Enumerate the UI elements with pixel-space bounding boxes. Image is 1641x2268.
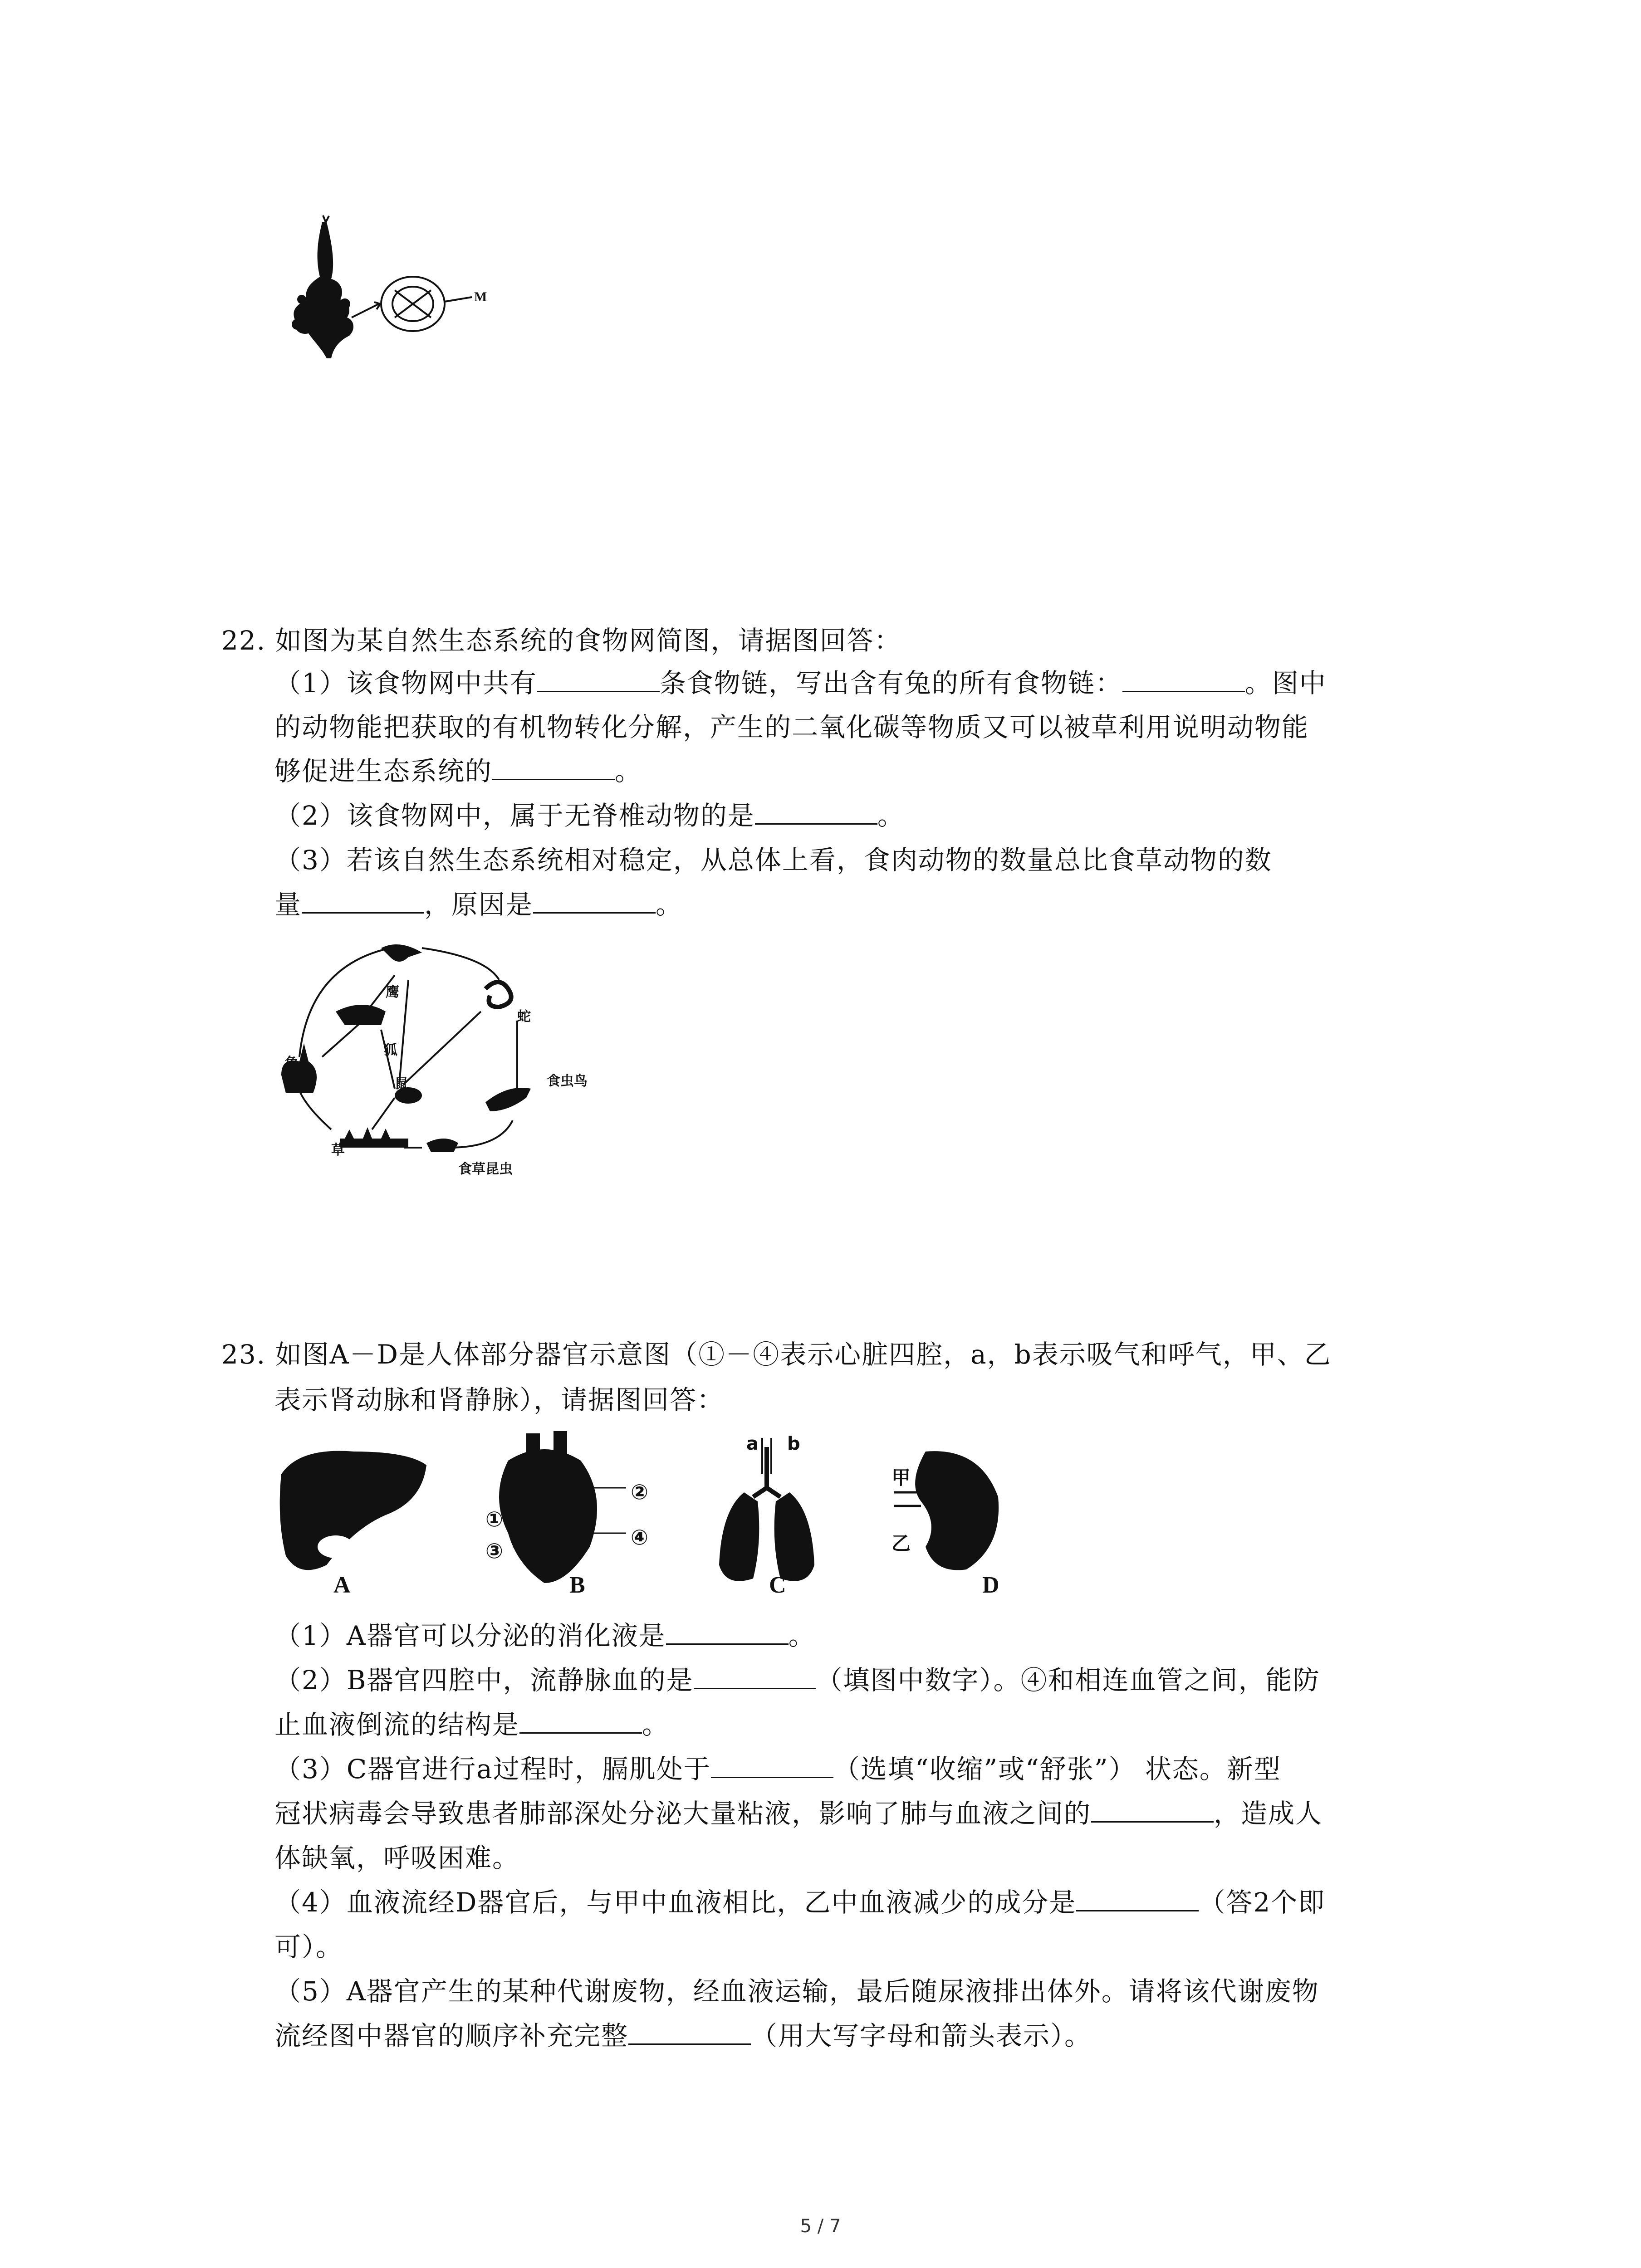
q23-blank-gas-exchange[interactable]: [1091, 1799, 1214, 1823]
lung-label-b: b: [787, 1433, 800, 1454]
liver-silhouette: [280, 1451, 426, 1570]
food-web-label-snake: 蛇: [517, 1009, 531, 1025]
q23-p4-a: （4）血液流经D器官后，与甲中血液相比，乙中血液减少的成分是: [274, 1887, 1077, 1918]
q23-blank-reduced-components[interactable]: [1076, 1887, 1199, 1911]
q22-blank-reason[interactable]: [533, 890, 656, 914]
food-web-animals: [281, 944, 531, 1152]
bird-silhouette: [485, 1088, 531, 1111]
food-web-label-bird: 食虫鸟: [547, 1073, 588, 1089]
page-number: 5 / 7: [800, 2216, 841, 2237]
q22-blank-rabbit-chains[interactable]: [1122, 668, 1245, 692]
q23-p5-line2-a: 流经图中器官的顺序补充完整: [274, 2020, 629, 2051]
plant-illustration: [292, 215, 353, 358]
q22-p1-line3-b: 。: [615, 756, 642, 787]
kidney-silhouette: [915, 1451, 999, 1570]
q23-part2-line1: [274, 1664, 1320, 1696]
q22-p2-b: 。: [877, 800, 905, 831]
q23-p3-line2-a: 冠状病毒会导致患者肺部深处分泌大量粘液，影响了肺与血液之间的: [274, 1798, 1092, 1829]
heart-mark-3: ③: [485, 1539, 503, 1563]
q22-part1-line3: [274, 755, 642, 787]
arrow-to-cell: [352, 302, 380, 318]
heart-mark-1: ①: [485, 1507, 503, 1531]
q23-blank-digestive-juice[interactable]: [666, 1621, 789, 1645]
q22-blank-invertebrate[interactable]: [755, 801, 877, 825]
q22-stem: 22. 如图为某自然生态系统的食物网简图，请据图回答：: [221, 625, 901, 656]
q23-part3-line1: [274, 1753, 1281, 1785]
q23-part4-line1: [274, 1886, 1325, 1919]
food-web-label-grass: 草: [331, 1142, 345, 1158]
label-m: M: [474, 289, 487, 304]
heart-mark-4: ④: [631, 1525, 648, 1549]
q22-blank-cycle[interactable]: [492, 756, 615, 780]
q22-p3-line2-b: ，原因是: [424, 889, 534, 920]
arrow-mouse-snake: [404, 1012, 481, 1084]
q23-p5-line2-b: （用大写字母和箭头表示）。: [751, 2020, 1092, 2051]
q23-blank-diaphragm[interactable]: [711, 1754, 833, 1778]
q23-p1-b: 。: [788, 1620, 816, 1651]
q23-p3-line2-b: ，造成人: [1214, 1798, 1323, 1829]
q23-part3-line2: [274, 1797, 1323, 1830]
kidney-label-jia: 甲: [892, 1466, 911, 1489]
q22-part2: [274, 799, 905, 832]
q23-part1: [274, 1619, 816, 1652]
q23-p3-a: （3）C器官进行a过程时，膈肌处于: [274, 1754, 711, 1784]
q23-p2-b: （填图中数字）。④和相连血管之间，能防: [816, 1665, 1320, 1696]
arrow-rabbit-hawk: [299, 948, 390, 1057]
grass-silhouette: [340, 1127, 408, 1148]
food-web-arrows: [296, 948, 517, 1148]
lung-silhouette: [719, 1447, 814, 1581]
food-web-label-mouse: 鼠: [395, 1076, 408, 1092]
q22-p1-text-a: （1）该食物网中共有: [274, 668, 537, 699]
arrow-grass-mouse: [372, 1098, 395, 1129]
q23-part2-line2: [274, 1708, 669, 1741]
food-web-label-insect: 食草昆虫: [458, 1161, 513, 1177]
food-web-label-hawk: 鹰: [386, 984, 399, 1000]
q23-stem-line2: 表示肾动脉和肾静脉），请据图回答：: [274, 1384, 725, 1415]
fox-silhouette: [336, 1005, 386, 1025]
cell-illustration: [381, 277, 472, 331]
q23-blank-organ-sequence[interactable]: [628, 2021, 751, 2045]
plant-cell-figure: [272, 213, 508, 376]
q22-p3-line2-a: 量: [274, 889, 302, 920]
arrow-mouse-hawk: [399, 980, 408, 1084]
q22-blank-chain-count[interactable]: [537, 668, 660, 692]
organ-label-a: A: [333, 1572, 351, 1598]
food-web-label-rabbit: 兔: [285, 1055, 299, 1071]
insect-silhouette: [426, 1139, 458, 1152]
arrow-insect-bird: [449, 1120, 513, 1148]
q23-part5-line2: [274, 2019, 1092, 2052]
q22-part1-line2: 的动物能把获取的有机物转化分解，产生的二氧化碳等物质又可以被草利用说明动物能: [274, 712, 1309, 743]
q23-part4-line2: 可）。: [274, 1931, 343, 1962]
q23-p1-a: （1）A器官可以分泌的消化液是: [274, 1620, 666, 1651]
q22-part3-line1: （3）若该自然生态系统相对稳定，从总体上看，食肉动物的数量总比食草动物的数: [274, 845, 1272, 875]
kidney-arrows: [894, 1492, 921, 1506]
q22-part3-line2: [274, 888, 683, 921]
q23-blank-valve[interactable]: [519, 1710, 642, 1734]
q22-p1-text-c: 。图中: [1244, 668, 1327, 699]
food-web-label-fox: 狐: [384, 1042, 397, 1058]
q22-blank-quantity[interactable]: [302, 890, 424, 914]
food-web-figure: [272, 939, 617, 1175]
q23-p3-b: （选填“收缩”或“舒张”） 状态。新型: [833, 1754, 1281, 1784]
q23-p2-a: （2）B器官四腔中，流静脉血的是: [274, 1665, 694, 1696]
q23-p4-b: （答2个即: [1199, 1887, 1326, 1918]
organ-label-b: B: [569, 1572, 585, 1598]
organ-label-d: D: [982, 1572, 999, 1598]
organ-label-c: C: [769, 1572, 786, 1598]
q23-stem-line1: 23. 如图A－D是人体部分器官示意图（①－④表示心脏四腔，a，b表示吸气和呼气，甲、乙: [221, 1339, 1332, 1370]
snake-silhouette: [485, 982, 511, 1007]
lung-label-a: a: [746, 1433, 759, 1454]
organ-figure: [272, 1429, 1157, 1610]
q22-p1-line3-a: 够促进生态系统的: [274, 756, 493, 787]
q23-p2-line2-b: 。: [642, 1709, 670, 1740]
arrow-snake-hawk: [422, 948, 499, 980]
kidney-label-yi: 乙: [892, 1532, 911, 1554]
q23-part5-line1: （5）A器官产生的某种代谢废物，经血液运输，最后随尿液排出体外。请将该代谢废物: [274, 1976, 1319, 2007]
q22-p3-line2-c: 。: [656, 889, 683, 920]
heart-silhouette: [499, 1431, 597, 1583]
arrow-rabbit-fox: [322, 1021, 363, 1057]
heart-mark-2: ②: [631, 1480, 648, 1504]
q22-p1-text-b: 条食物链，写出含有兔的所有食物链：: [659, 668, 1122, 699]
hawk-silhouette: [381, 944, 422, 962]
q23-part3-line3: 体缺氧，呼吸困难。: [274, 1843, 520, 1873]
q22-part1-line1: [274, 667, 1327, 699]
q23-blank-venous-chambers[interactable]: [694, 1665, 816, 1689]
q22-p2-a: （2）该食物网中，属于无脊椎动物的是: [274, 800, 755, 831]
q23-p2-line2-a: 止血液倒流的结构是: [274, 1709, 520, 1740]
